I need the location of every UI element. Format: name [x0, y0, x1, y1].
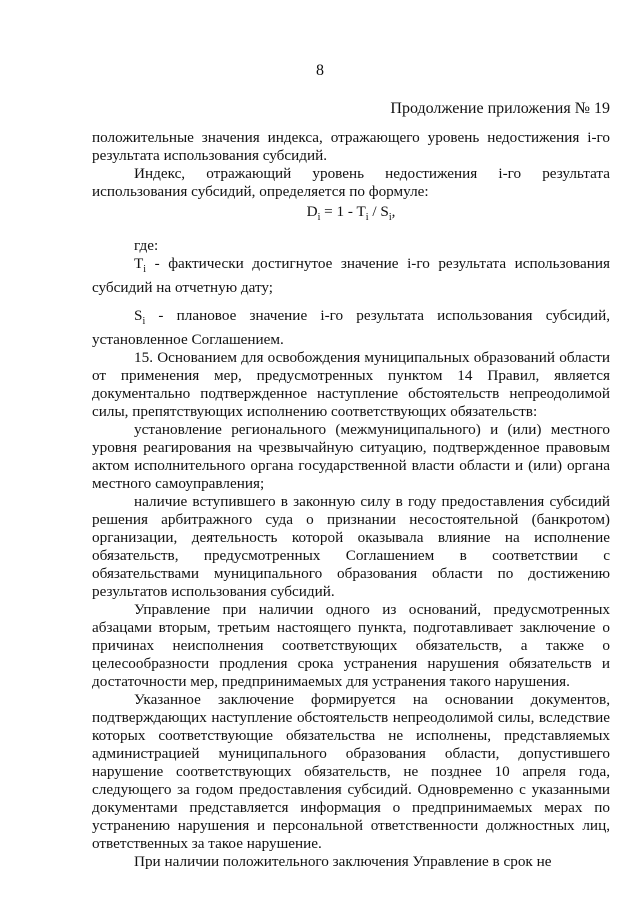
paragraph-2: Индекс, отражающий уровень недостижения i-го результата использования субсидий, определяется по формуле:	[92, 165, 610, 200]
page-number: 8	[316, 62, 324, 79]
paragraph-bankruptcy: наличие вступившего в законную силу в году предоставления субсидий решения арбитражного суда о признании несостоятельной (банкротом) организации, деятельность которой оказывала влияние на исполнение обязательств, предусмотренных Соглашением в соответствии с обязательствами муниципального образования области по достижению результатов использования субсидий.	[92, 493, 610, 601]
formula: $D_i = 1 - T_i / S_i$,	[306, 203, 396, 224]
definition-s: $S_i$ - плановое значение i-го результата использования субсидий, установленное Соглашением.	[92, 307, 611, 349]
appendix-continuation-header: Продолжение приложения № 19	[390, 100, 610, 117]
paragraph-conclusion-basis: Указанное заключение формируется на основании документов, подтверждающих наступление обстоятельств непреодолимой силы, вследствие которых соответствующие обязательства не исполнены, представляемых администрацией муниципального образования области, допустившего нарушение соответствующих обязательств, не позднее 10 апреля года, следующего за годом предоставления субсидий. Одновременно с указанными документами представляется информация о предпринимаемых мерах по устранению нарушения и персональной ответственности должностных лиц, ответственных за такое нарушение.	[92, 691, 610, 853]
where-label: где:	[134, 237, 159, 255]
document-body	[92, 129, 610, 871]
paragraph-conclusion: Управление при наличии одного из оснований, предусмотренных абзацами вторым, третьим настоящего пункта, подготавливает заключение о причинах неисполнения соответствующих обязательств, а также о целесообразности продления срока устранения нарушения обязательств и достаточности мер, предпринимаемых для устранения такого нарушения.	[92, 601, 610, 691]
paragraph-emergency: установление регионального (межмуниципального) и (или) местного уровня реагирования на чрезвычайную ситуацию, подтвержденное правовым актом исполнительного органа государственной власти области и (или) органа местного самоуправления;	[92, 421, 610, 493]
definition-t: $T_i$ - фактически достигнутое значение i-го результата использования субсидий на отчетную дату;	[92, 255, 611, 297]
paragraph-positive-conclusion: При наличии положительного заключения Управление в срок не	[134, 853, 552, 871]
paragraph-15: 15. Основанием для освобождения муниципальных образований области от применения мер, предусмотренных пунктом 14 Правил, является документально подтвержденное наступление обстоятельств непреодолимой силы, препятствующих исполнению соответствующих обязательств:	[92, 349, 610, 421]
paragraph-1: положительные значения индекса, отражающего уровень недостижения i-го результата использования субсидий.	[92, 129, 610, 164]
